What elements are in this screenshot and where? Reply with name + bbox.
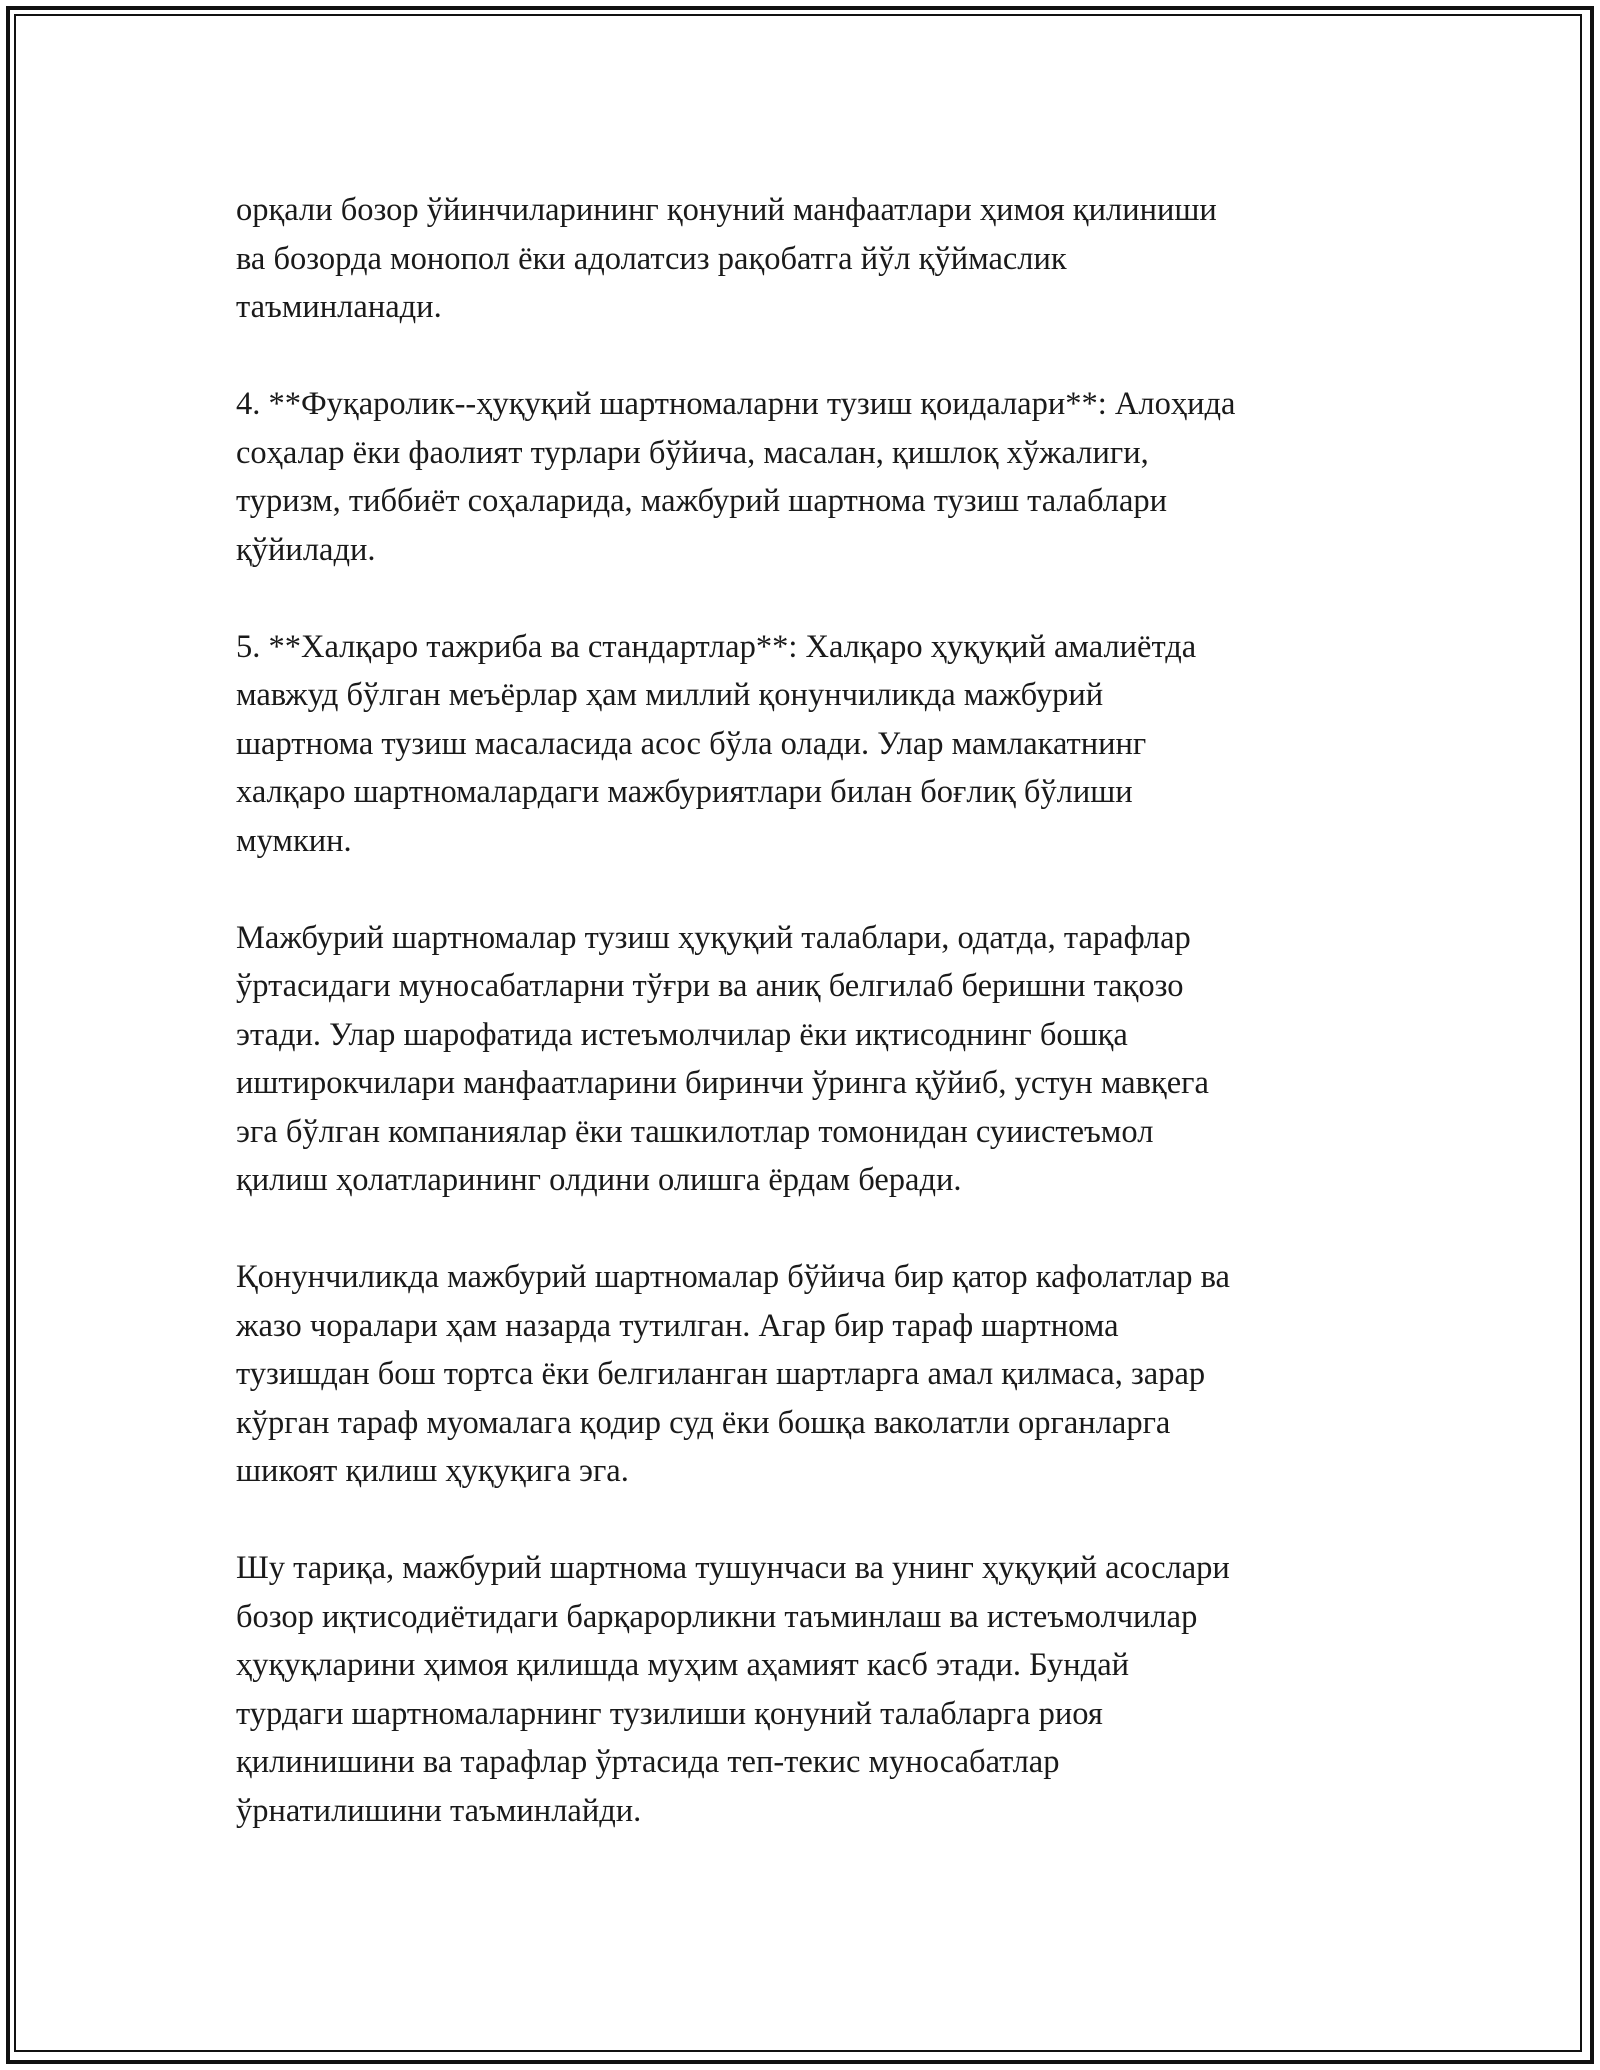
- text-line: тузишдан бош тортса ёки белгиланган шартларга амал қилмаса, зарар: [236, 1356, 1206, 1392]
- text-line: туризм, тиббиёт соҳаларида, мажбурий шартнома тузиш талаблари: [236, 483, 1168, 519]
- text-line: шикоят қилиш ҳуқуқига эга.: [236, 1453, 629, 1489]
- text-line: Шу тариқа, мажбурий шартнома тушунчаси ва унинг ҳуқуқий асослари: [236, 1550, 1230, 1586]
- text-line: мавжуд бўлган меъёрлар ҳам миллий қонунчиликда мажбурий: [236, 677, 1104, 713]
- text-line: 4. **Фуқаролик--ҳуқуқий шартномаларни тузиш қоидалари**: Алоҳида: [236, 386, 1236, 422]
- paragraph-requirements: [236, 914, 1368, 1205]
- text-line: халқаро шартномалардаги мажбуриятлари билан боғлиқ бўлиши: [236, 774, 1133, 810]
- text-line: ўртасидаги муносабатларни тўғри ва аниқ белгилаб беришни тақозо: [236, 968, 1184, 1004]
- text-line: бозор иқтисодиётидаги барқарорликни таъминлаш ва истеъмолчилар: [236, 1598, 1198, 1635]
- list-item-4: [236, 380, 1368, 574]
- text-line: кўрган тараф муомалага қодир суд ёки бошқа ваколатли органларга: [236, 1404, 1171, 1441]
- text-line: 5. **Халқаро тажриба ва стандартлар**: Халқаро ҳуқуқий амалиётда: [236, 628, 1197, 665]
- text-line: Қонунчиликда мажбурий шартномалар бўйича бир қатор кафолатлар ва: [236, 1259, 1230, 1295]
- paragraph-conclusion: [236, 1544, 1368, 1835]
- text-line: қўйилади.: [236, 531, 376, 568]
- text-line: ўрнатилишини таъминлайди.: [236, 1792, 642, 1829]
- text-line: таъминланади.: [236, 289, 442, 325]
- paragraph-continuation: [236, 186, 1368, 332]
- text-line: мумкин.: [236, 822, 352, 859]
- text-line: орқали бозор ўйинчиларининг қонуний манфаатлари ҳимоя қилиниши: [236, 192, 1217, 228]
- text-line: турдаги шартномаларнинг тузилиши қонуний талабларга риоя: [236, 1695, 1103, 1732]
- text-line: қилиш ҳолатларининг олдини олишга ёрдам беради.: [236, 1162, 962, 1198]
- text-line: шартнома тузиш масаласида асос бўла олади. Улар мамлакатнинг: [236, 725, 1147, 762]
- text-line: этади. Улар шарофатида истеъмолчилар ёки иқтисоднинг бошқа: [236, 1016, 1128, 1053]
- text-line: қилинишини ва тарафлар ўртасида теп-текис муносабатлар: [236, 1744, 1060, 1780]
- paragraph-guarantees: [236, 1253, 1368, 1496]
- text-line: соҳалар ёки фаолият турлари бўйича, масалан, қишлоқ хўжалиги,: [236, 434, 1149, 471]
- text-line: жазо чоралари ҳам назарда тутилган. Агар бир тараф шартнома: [236, 1307, 1119, 1344]
- text-line: иштирокчилари манфаатларини биринчи ўринга қўйиб, устун мавқега: [236, 1065, 1209, 1101]
- document-body: [236, 186, 1368, 1884]
- text-line: эга бўлган компаниялар ёки ташкилотлар томонидан суиистеъмол: [236, 1113, 1154, 1150]
- text-line: Мажбурий шартномалар тузиш ҳуқуқий талаблари, одатда, тарафлар: [236, 919, 1191, 956]
- list-item-5: [236, 623, 1368, 866]
- text-line: ҳуқуқларини ҳимоя қилишда муҳим аҳамият касб этади. Бундай: [236, 1647, 1130, 1683]
- text-line: ва бозорда монопол ёки адолатсиз рақобатга йўл қўймаслик: [236, 240, 1067, 277]
